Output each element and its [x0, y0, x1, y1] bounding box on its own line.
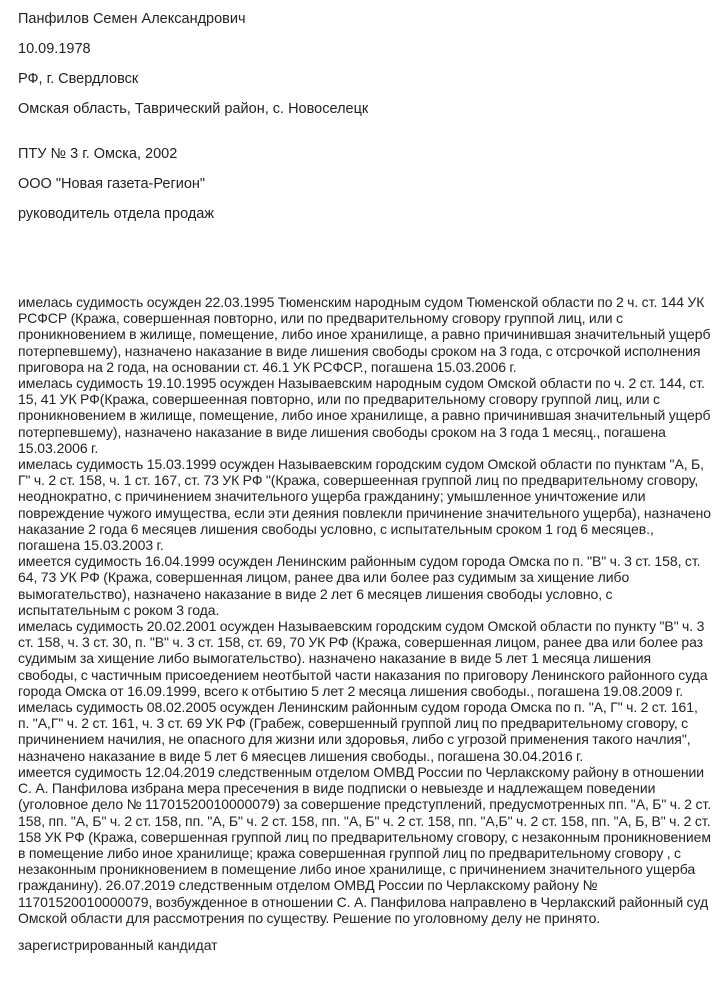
organization: ООО "Новая газета-Регион": [18, 176, 206, 192]
conviction-record: имеется судимость 16.04.1999 осужден Ленинским районным судом города Омска по п. "В" ч. 3 ст. 158, ст. 64, 73 УК РФ (Кража, совершенная лицом, ранее два или более раз судимым за хищение либо вымогательство), назначено наказание в виде 2 лет 6 месяцев лишения свободы условно, с испытательным с роком 3 года.: [18, 553, 701, 618]
spacer: [18, 236, 712, 294]
candidate-status: зарегистрированный кандидат: [18, 936, 218, 953]
education: ПТУ № 3 г. Омска, 2002: [18, 146, 178, 162]
employment-info: [18, 146, 712, 222]
conviction-record: имеется судимость 12.04.2019 следственным отделом ОМВД России по Черлакскому району в отношении С. А. Панфилова избрана мера пресечения в виде подписки о невыезде и надлежащем поведении (уголовное дело № 11701520010000079) за совершение предступлений, предусмотренных пп. "А, Б" ч. 2 ст. 158, пп. "А, Б" ч. 2 ст. 158, пп. "А, Б" ч. 2 ст. 158, пп. "А, Б" ч. 2 ст. 158, пп. "А,Б" ч. 2 ст. 158, пп. "А, Б, В" ч. 2 ст. 158 УК РФ (Кража, совершенная группой лиц по предварительному сговору, с незаконным проникновением в помещение либо иное хранилище; кража совершенная группой лиц по предварительному сговору , с незаконным проникновением в помещение либо иное хранилище, с причинением значительного ущерба гражданину). 26.07.2019 следственным отделом ОМВД России по Черлакскому району № 11701520010000079, возбужденное в отношении С. А. Панфилова направлено в Черлакский районный суд Омской области для рассмотрения по существу. Решение по уголовному делу не принято.: [18, 763, 712, 926]
conviction-record: имелась судимость 08.02.2005 осужден Ленинским районным судом города Омска по п. "А, Г" ч. 2 ст. 161, п. "А,Г" ч. 2 ст. 161, ч. 3 ст. 69 УК РФ (Грабеж, совершенный группой лиц по предварительному сговору, с причинением начилия, не опасного для жизни или здоровья, либо с угрозой применения такого начлия", назначено наказание в виде 5 лет 6 мяесцев лишения свободы., погашена 30.04.2016 г.: [18, 699, 698, 764]
residence: Омская область, Таврический район, с. Новоселецк: [18, 101, 369, 117]
birth-place: РФ, г. Свердловск: [18, 71, 139, 87]
birth-date: 10.09.1978: [18, 41, 91, 57]
convictions-list: [18, 294, 712, 926]
conviction-record: имелась судимость осужден 22.03.1995 Тюменским народным судом Тюменской области по 2 ч. ст. 144 УК РСФСР (Кража, совершенная повторно, или по предварительному сговору группой лиц, или с проникновением в жилище, помещение, либо иное хранилище, а равно причинившая значительный ущерб потерпевшему), назначено наказание в виде лишения свободы сроком на 3 года, с отсрочкой исполнения приговора на 2 года, на основании ст. 46.1 УК РСФСР., погашена 15.03.2006 г.: [18, 294, 711, 375]
conviction-record: имелась судимость 15.03.1999 осужден Называевским городским судом Омской области по пунктам "А, Б, Г" ч. 2 ст. 158, ч. 1 ст. 167, ст. 73 УК РФ "(Кража, совершеенная группой лиц по предварительному сговору, неоднократно, с причинением значительного ущерба гражданину; умышленное уничтожение или повреждение чужого имущества, если эти деяния повлекли причинение значительного ущерба), назначено наказание 2 года 6 месяцев лишения свободы условно, с испытательным сроком 1 год 6 месяцев., погашена 15.03.2003 г.: [18, 456, 712, 554]
position: руководитель отдела продаж: [18, 206, 215, 222]
conviction-record: имелась судимость 20.02.2001 осужден Называевским городским судом Омской области по пункту "В" ч. 3 ст. 158, ч. 3 ст. 30, п. "В" ч. 3 ст. 158, ст. 69, 70 УК РФ (Кража, совершенная лицом, ранее два или более раз судимым за хищение либо вымогательство). назначено наказание в виде 5 лет 1 месяца лишения свободы, с частичным присоедением неотбытой части наказания по приговору Ленинского районного суда города Омска от 16.09.1999, всего к отбытию 5 лет 2 месяца лишения свободы., погашена 19.08.2009 г.: [18, 618, 708, 699]
personal-info: [18, 11, 712, 117]
candidate-name: Панфилов Семен Александрович: [18, 11, 246, 27]
spacer: [18, 131, 712, 146]
conviction-record: имелась судимость 19.10.1995 осужден Называевским народным судом Омской области по ч. 2 ст. 144, ст. 15, 41 УК РФ(Кража, совершеенная повторно, или по предварительному сговору группой лиц, или с проникновением в жилище, помещение, либо иное хранилище, а равно причинившая значительный ущерб потерпевшему), назначено наказание в виде лишения свободы сроком на 3 года 1 месяц., погашена 15.03.2006 г.: [18, 375, 711, 456]
